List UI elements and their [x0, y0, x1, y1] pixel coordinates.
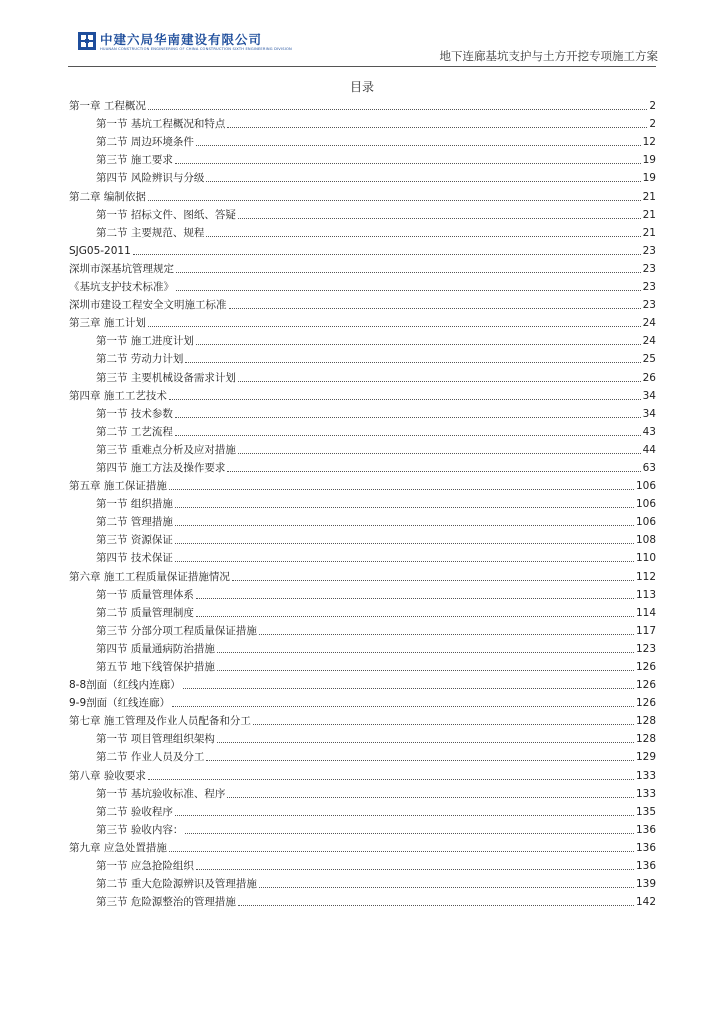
toc-dot-leader [148, 325, 641, 327]
toc-dot-leader [259, 886, 634, 888]
toc-entry-title: 第三节 重难点分析及应对措施 [96, 443, 236, 456]
toc-section-entry[interactable] [69, 801, 656, 819]
toc-section-entry[interactable] [69, 511, 656, 529]
toc-section-entry[interactable] [69, 131, 656, 149]
toc-entry-title: 第四节 技术保证 [96, 552, 173, 565]
toc-entry-title: 第三节 主要机械设备需求计划 [96, 371, 236, 384]
toc-chapter-entry[interactable] [69, 710, 656, 728]
toc-dot-leader [169, 488, 634, 490]
toc-dot-leader [196, 343, 641, 345]
toc-dot-leader [259, 633, 634, 635]
toc-page-number: 110 [635, 552, 656, 565]
toc-section-entry[interactable] [69, 421, 656, 439]
toc-dot-leader [253, 723, 634, 725]
toc-entry-title: 第三节 危险源整治的管理措施 [96, 896, 236, 909]
toc-dot-leader [183, 687, 634, 689]
company-name-en: HUANAN CONSTRUCTION ENGINEERING OF CHINA CONSTRUCTION SIXTH ENGINEERING DIVISION [100, 47, 292, 51]
toc-entry-title: 第三章 施工计划 [69, 317, 146, 330]
toc-dot-leader [196, 868, 634, 870]
toc-entry-title: 第二节 周边环境条件 [96, 136, 194, 149]
toc-dot-leader [238, 380, 641, 382]
toc-page-number: 133 [635, 787, 656, 800]
toc-page-number: 23 [642, 262, 656, 275]
toc-dot-leader [175, 814, 634, 816]
document-title: 地下连廊基坑支护与土方开挖专项施工方案 [439, 49, 658, 63]
toc-page-number: 19 [642, 154, 656, 167]
toc-page-number: 135 [635, 805, 656, 818]
toc-dot-leader [185, 361, 640, 363]
toc-entry-title: 《基坑支护技术标准》 [69, 281, 174, 294]
toc-page-number: 23 [642, 281, 656, 294]
toc-entry-title: 第二节 管理措施 [96, 516, 173, 529]
cscec-logo-icon [78, 32, 96, 50]
toc-page-number: 128 [635, 733, 656, 746]
toc-page-number: 108 [635, 534, 656, 547]
toc-chapter-entry[interactable] [69, 240, 656, 258]
toc-page-number: 2 [649, 100, 656, 113]
toc-page-number: 19 [642, 172, 656, 185]
company-name-cn: 中建六局华南建设有限公司 [100, 32, 263, 47]
toc-section-entry[interactable] [69, 891, 656, 909]
toc-dot-leader [227, 470, 640, 472]
toc-dot-leader [148, 778, 634, 780]
toc-section-entry[interactable] [69, 656, 656, 674]
toc-entry-title: 第六章 施工工程质量保证措施情况 [69, 570, 230, 583]
toc-entry-title: 第一节 技术参数 [96, 407, 173, 420]
toc-chapter-entry[interactable] [69, 276, 656, 294]
toc-entry-title: 第二节 作业人员及分工 [96, 751, 205, 764]
toc-dot-leader [238, 904, 634, 906]
toc-page-number: 139 [635, 878, 656, 891]
toc-entry-title: 第八章 验收要求 [69, 769, 146, 782]
toc-page-number: 44 [642, 443, 656, 456]
toc-section-entry[interactable] [69, 728, 656, 746]
toc-entry-title: 第一节 基坑工程概况和特点 [96, 118, 226, 131]
page-header [78, 30, 658, 66]
toc-page-number: 25 [642, 353, 656, 366]
toc-entry-title: 第七章 施工管理及作业人员配备和分工 [69, 715, 251, 728]
toc-entry-title: 9-9剖面（红线连廊） [69, 697, 171, 710]
toc-dot-leader [148, 199, 641, 201]
toc-section-entry[interactable] [69, 348, 656, 366]
toc-dot-leader [232, 579, 634, 581]
toc-page-number: 106 [635, 498, 656, 511]
toc-page-number: 21 [642, 190, 656, 203]
toc-entry-title: 深圳市建设工程安全文明施工标准 [69, 299, 227, 312]
toc-entry-title: 第一节 组织措施 [96, 498, 173, 511]
toc-page-number: 63 [642, 461, 656, 474]
toc-entry-title: 第五章 施工保证措施 [69, 480, 167, 493]
toc-dot-leader [206, 759, 634, 761]
toc-entry-title: 第二节 质量管理制度 [96, 606, 194, 619]
toc-page-number: 133 [635, 769, 656, 782]
toc-page-number: 21 [642, 208, 656, 221]
toc-dot-leader [185, 832, 634, 834]
toc-page-number: 136 [635, 823, 656, 836]
toc-page-number: 142 [635, 896, 656, 909]
toc-entry-title: 第四节 质量通病防治措施 [96, 642, 215, 655]
toc-dot-leader [206, 180, 640, 182]
toc-page-number: 126 [635, 679, 656, 692]
toc-entry-title: 第一节 基坑验收标准、程序 [96, 787, 226, 800]
toc-dot-leader [176, 289, 641, 291]
toc-entry-title: 第二节 劳动力计划 [96, 353, 184, 366]
toc-page-number: 112 [635, 570, 656, 583]
toc-dot-leader [227, 126, 647, 128]
toc-section-entry[interactable] [69, 113, 656, 131]
toc-section-entry[interactable] [69, 783, 656, 801]
toc-chapter-entry[interactable] [69, 312, 656, 330]
toc-entry-title: 第二节 主要规范、规程 [96, 226, 205, 239]
table-of-contents [69, 95, 656, 909]
toc-entry-title: 第一节 项目管理组织架构 [96, 733, 215, 746]
toc-dot-leader [148, 108, 647, 110]
toc-entry-title: 第一节 应急抢险组织 [96, 860, 194, 873]
toc-entry-title: 第一节 施工进度计划 [96, 335, 194, 348]
toc-dot-leader [196, 597, 634, 599]
toc-page-number: 126 [635, 697, 656, 710]
toc-page-number: 136 [635, 841, 656, 854]
toc-section-entry[interactable] [69, 819, 656, 837]
toc-section-entry[interactable] [69, 149, 656, 167]
toc-entry-title: 第二节 工艺流程 [96, 425, 173, 438]
toc-entry-title: 第二节 重大危险源辨识及管理措施 [96, 878, 257, 891]
toc-section-entry[interactable] [69, 439, 656, 457]
toc-entry-title: 第一节 质量管理体系 [96, 588, 194, 601]
toc-section-entry[interactable] [69, 584, 656, 602]
toc-dot-leader [217, 741, 634, 743]
toc-page-number: 114 [635, 606, 656, 619]
toc-dot-leader [172, 705, 634, 707]
toc-chapter-entry[interactable] [69, 185, 656, 203]
toc-page-number: 106 [635, 480, 656, 493]
toc-dot-leader [175, 560, 634, 562]
toc-chapter-entry[interactable] [69, 764, 656, 782]
toc-section-entry[interactable] [69, 620, 656, 638]
toc-dot-leader [133, 253, 641, 255]
toc-entry-title: 第五节 地下线管保护措施 [96, 661, 215, 673]
toc-section-entry[interactable] [69, 403, 656, 421]
toc-entry-title: 第九章 应急处置措施 [69, 841, 167, 854]
toc-dot-leader [238, 217, 641, 219]
toc-entry-title: 第三节 资源保证 [96, 534, 173, 547]
toc-dot-leader [196, 615, 634, 617]
toc-section-entry[interactable] [69, 366, 656, 384]
toc-page-number: 128 [635, 715, 656, 728]
toc-page-number: 43 [642, 425, 656, 438]
toc-page-number: 34 [642, 389, 656, 402]
toc-dot-leader [229, 307, 641, 309]
toc-section-entry[interactable] [69, 493, 656, 511]
toc-page-number: 129 [635, 751, 656, 764]
toc-dot-leader [196, 144, 641, 146]
toc-dot-leader [175, 416, 641, 418]
toc-chapter-entry[interactable] [69, 258, 656, 276]
toc-section-entry[interactable] [69, 204, 656, 222]
toc-dot-leader [175, 434, 641, 436]
toc-page-number: 126 [635, 661, 656, 673]
toc-section-entry[interactable] [69, 746, 656, 764]
toc-section-entry[interactable] [69, 167, 656, 185]
toc-dot-leader [227, 796, 634, 798]
toc-page-number: 24 [642, 335, 656, 348]
toc-page-number: 34 [642, 407, 656, 420]
toc-section-entry[interactable] [69, 638, 656, 656]
toc-page-number: 24 [642, 317, 656, 330]
toc-section-entry[interactable] [69, 457, 656, 475]
toc-dot-leader [169, 850, 634, 852]
toc-chapter-entry[interactable] [69, 95, 656, 113]
toc-dot-leader [238, 452, 641, 454]
toc-chapter-entry[interactable] [69, 385, 656, 403]
toc-page-number: 136 [635, 860, 656, 873]
toc-entry-title: 深圳市深基坑管理规定 [69, 262, 174, 275]
toc-section-entry[interactable] [69, 222, 656, 240]
toc-chapter-entry[interactable] [69, 475, 656, 493]
toc-entry-title: 第二节 验收程序 [96, 805, 173, 818]
toc-section-entry[interactable] [69, 602, 656, 620]
toc-chapter-entry[interactable] [69, 837, 656, 855]
toc-page-number: 23 [642, 244, 656, 257]
toc-chapter-entry[interactable] [69, 294, 656, 312]
toc-dot-leader [175, 506, 634, 508]
toc-page-number: 2 [649, 118, 656, 131]
toc-entry-title: 第四节 风险辨识与分级 [96, 172, 205, 185]
toc-dot-leader [176, 271, 641, 273]
toc-page-number: 12 [642, 136, 656, 149]
toc-entry-title: 第三节 验收内容： [96, 823, 184, 836]
toc-section-entry[interactable] [69, 330, 656, 348]
toc-dot-leader [217, 651, 634, 653]
toc-page-number: 113 [635, 588, 656, 601]
toc-page-number: 26 [642, 371, 656, 384]
toc-chapter-entry[interactable] [69, 674, 656, 692]
toc-dot-leader [175, 162, 641, 164]
toc-dot-leader [169, 398, 641, 400]
toc-page-number: 117 [635, 624, 656, 637]
toc-page-number: 21 [642, 226, 656, 239]
toc-entry-title: 第一章 工程概况 [69, 100, 146, 113]
toc-entry-title: 8-8剖面（红线内连廊） [69, 679, 181, 692]
toc-dot-leader [175, 524, 634, 526]
toc-page-number: 106 [635, 516, 656, 529]
toc-section-entry[interactable] [69, 873, 656, 891]
toc-entry-title: 第四章 施工工艺技术 [69, 389, 167, 402]
toc-section-entry[interactable] [69, 855, 656, 873]
toc-chapter-entry[interactable] [69, 565, 656, 583]
toc-entry-title: SJG05-2011 [69, 244, 131, 257]
toc-section-entry[interactable] [69, 529, 656, 547]
toc-entry-title: 第二章 编制依据 [69, 190, 146, 203]
toc-entry-title: 第一节 招标文件、图纸、答疑 [96, 208, 236, 221]
toc-page-number: 123 [635, 642, 656, 655]
toc-page-number: 23 [642, 299, 656, 312]
toc-entry-title: 第三节 施工要求 [96, 154, 173, 167]
header-divider [68, 66, 656, 67]
toc-chapter-entry[interactable] [69, 692, 656, 710]
toc-dot-leader [175, 542, 634, 544]
toc-section-entry[interactable] [69, 547, 656, 565]
toc-entry-title: 第四节 施工方法及操作要求 [96, 461, 226, 474]
toc-title: 目录 [349, 80, 374, 94]
toc-entry-title: 第三节 分部分项工程质量保证措施 [96, 624, 257, 637]
toc-dot-leader [206, 235, 640, 237]
toc-dot-leader [217, 669, 634, 671]
